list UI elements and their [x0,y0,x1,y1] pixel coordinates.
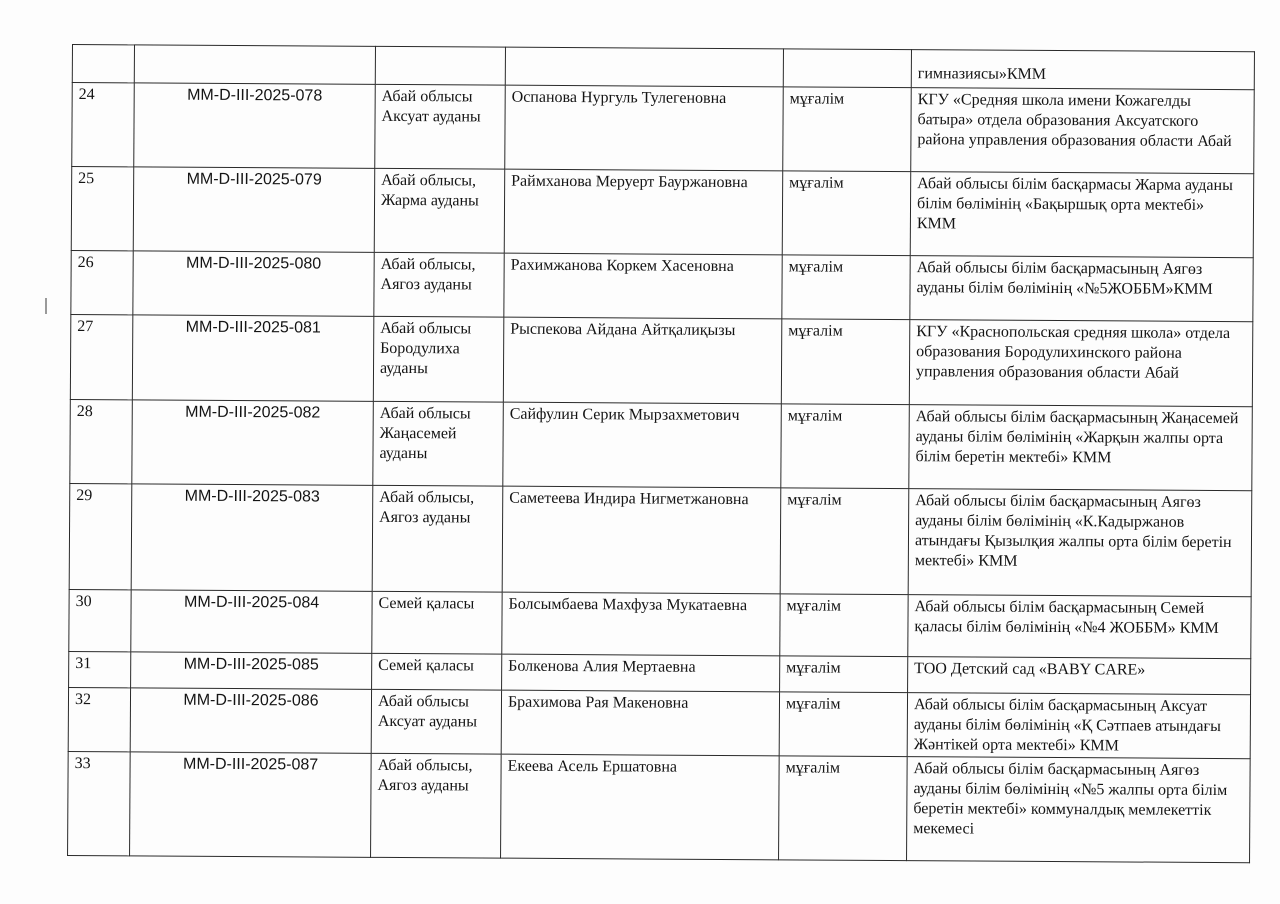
cell-number: 26 [71,250,133,314]
cell-region: Абай облысы Жаңасемей ауданы [373,401,504,486]
cell-number: 25 [71,167,134,251]
table-row [72,83,1254,174]
cell-number: 28 [70,399,133,483]
cell-region: Абай облысы Аксуат ауданы [375,84,506,169]
cell-name: Раймханова Меруерт Бауржановна [504,169,783,255]
cell-organization: Абай облысы білім басқармасының Жаңасемей ауданы білім бөлімінің «Жарқын жалпы орта білім беретін мектебі» КММ [909,405,1253,491]
cell-organization: КГУ «Краснопольская средняя школа» отдела образования Бородулихинского района управления образования области Абай [909,320,1253,407]
cell-position: мұғалім [782,255,910,320]
teachers-table [67,44,1255,863]
cell-code: MM-D-III-2025-078 [134,83,376,168]
cell-code: MM-D-III-2025-085 [131,652,372,689]
cell-code: MM-D-III-2025-086 [130,688,371,753]
cell-organization: Абай облысы білім басқармасының Аягөз ауданы білім бөлімінің «К.Кадыржанов атындағы Қызылқия жалпы орта білім беретін мектебі» КММ [908,489,1252,597]
cell-num [72,45,134,83]
table-row [68,687,1250,758]
cell-organization: Абай облысы білім басқармасының Семей қаласы білім бөлімінің «№4 ЖОББМ» КММ [908,595,1251,659]
cell-position: мұғалім [780,594,908,657]
cell-organization: Абай облысы білім басқармасының Аксуат ауданы білім бөлімінің «Қ Сәтпаев атындағы Жәнтікей орта мектебі» КММ [907,693,1250,759]
table-body [68,45,1255,863]
cell-organization: Абай облысы білім басқармасының Аягөз ауданы білім бөлімінің «№5ЖОББМ»КММ [910,256,1253,322]
cell-region: Абай облысы Аксуат ауданы [371,689,501,754]
cell-code: MM-D-III-2025-081 [132,315,374,401]
cell-position: мұғалім [783,87,912,172]
cell-position: мұғалім [780,656,908,693]
table-row [69,483,1252,596]
cell-number: 27 [70,314,133,399]
cell-code: MM-D-III-2025-083 [131,484,373,591]
cell-position: мұғалім [779,692,907,757]
cell-region: Абай облысы, Аягоз ауданы [374,252,504,317]
table-row [68,751,1251,862]
cell-region: Семей қаласы [372,653,502,690]
cell-region: Абай облысы, Жарма ауданы [374,168,505,253]
table-row [70,399,1252,490]
cell-name: Екеева Асель Ершатовна [501,754,780,860]
cell-name: Брахимова Рая Макеновна [501,690,779,756]
cell-name: Оспанова Нургуль Тулегеновна [505,85,784,171]
cell-name: Рыспекова Айдана Айтқалиқызы [503,317,782,404]
cell-code: MM-D-III-2025-084 [131,590,372,653]
cell-organization: ТОО Детский сад «BABY CARE» [908,657,1251,695]
cell-name: Болсымбаева Махфуза Мукатаевна [502,592,780,656]
cell-region: Абай облысы, Аягоз ауданы [372,485,503,592]
cell-number: 31 [69,651,131,687]
cell-region: Абай облысы Бородулиха ауданы [373,316,504,402]
cell-code: MM-D-III-2025-080 [133,251,374,316]
cell-name: Болкенова Алия Мертаевна [502,654,780,692]
cell-number: 24 [72,83,135,167]
cell-code [134,45,375,84]
cell-position: мұғалім [781,319,910,405]
cell-position: мұғалім [782,171,911,256]
cell-code: MM-D-III-2025-079 [133,167,375,252]
cell-region [375,46,505,85]
table-row [69,589,1251,658]
table-row [71,250,1253,321]
cell-position: мұғалім [779,756,908,861]
cell-organization: Абай облысы білім басқармасының Аягөз ауданы білім бөлімінің «№5 жалпы орта білім беретін мектебі» коммуналдық мемлекеттік мекемесі [907,757,1251,863]
cell-organization: гимназиясы»КММ [911,50,1254,90]
cell-position: мұғалім [781,404,910,489]
cell-position [783,49,911,88]
cell-name: Рахимжанова Коркем Хасеновна [504,253,782,319]
cell-number: 32 [68,687,130,751]
cell-region: Семей қаласы [372,591,502,654]
cell-code: MM-D-III-2025-087 [130,752,372,857]
scan-mark [45,298,47,314]
cell-number: 30 [69,589,131,651]
table-row [70,314,1252,406]
cell-number: 33 [68,751,131,855]
cell-name [505,47,783,87]
cell-region: Абай облысы, Аягоз ауданы [371,753,502,858]
cell-number: 29 [69,483,132,589]
cell-organization: КГУ «Средняя школа имени Кожагелды батыра» отдела образования Аксуатского района управления образования области Абай [911,88,1255,174]
cell-position: мұғалім [780,488,909,595]
cell-code: MM-D-III-2025-082 [132,400,374,485]
cell-name: Саметеева Индира Нигметжановна [502,486,781,594]
cell-organization: Абай облысы білім басқармасы Жарма ауданы білім бөлімінің «Бақыршық орта мектебі» КММ [910,172,1254,258]
table-row [71,167,1253,258]
cell-name: Сайфулин Серик Мырзахметович [503,402,782,488]
